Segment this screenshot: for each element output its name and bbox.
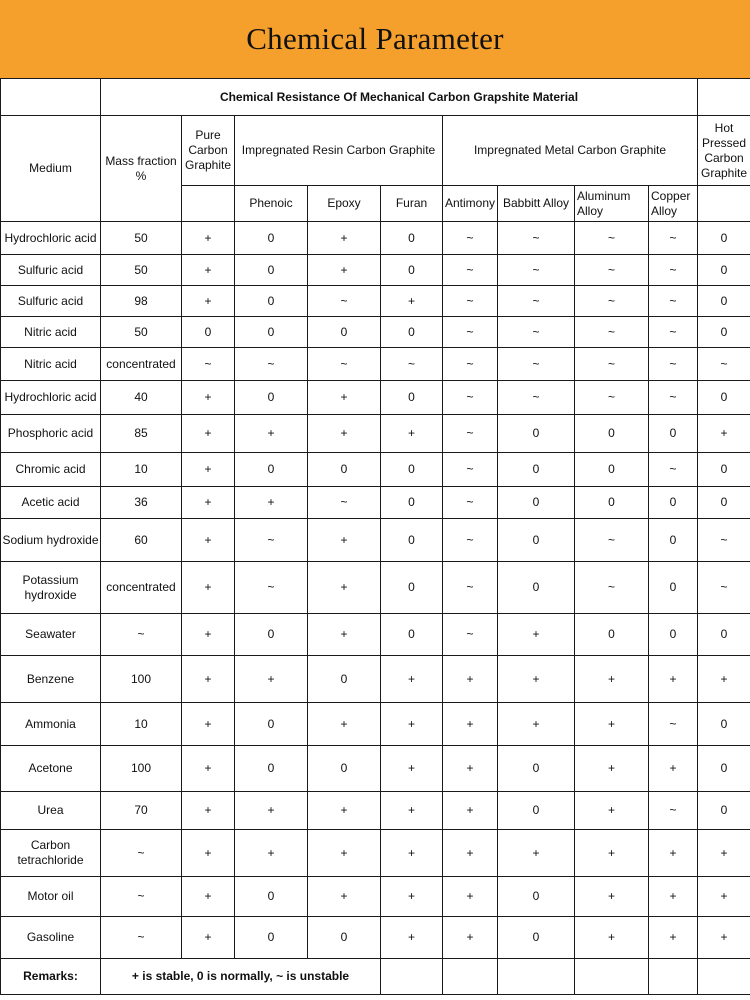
remarks-empty-cell — [575, 959, 649, 995]
resistance-cell: ~ — [575, 222, 649, 255]
resistance-cell: 0 — [498, 877, 575, 917]
medium-cell: Urea — [1, 792, 101, 830]
resistance-cell: ~ — [575, 286, 649, 317]
resistance-cell: + — [381, 917, 443, 959]
header-mass-fraction: Mass fraction % — [101, 116, 182, 222]
medium-cell: Nitric acid — [1, 348, 101, 381]
resistance-cell: ~ — [443, 222, 498, 255]
resistance-cell: + — [182, 746, 235, 792]
resistance-cell: + — [182, 830, 235, 877]
resistance-cell: 0 — [235, 255, 308, 286]
resistance-cell: 0 — [381, 519, 443, 562]
resistance-cell: 0 — [649, 562, 698, 614]
resistance-cell: ~ — [308, 348, 381, 381]
resistance-cell: 0 — [575, 415, 649, 453]
resistance-cell: ~ — [182, 348, 235, 381]
table-row — [1, 255, 750, 286]
resistance-cell: 0 — [235, 222, 308, 255]
resistance-cell: ~ — [575, 317, 649, 348]
resistance-cell: ~ — [698, 348, 750, 381]
resistance-cell: + — [235, 487, 308, 519]
resistance-cell: + — [182, 222, 235, 255]
table-row — [1, 792, 750, 830]
mass-fraction-cell: 60 — [101, 519, 182, 562]
resistance-cell: ~ — [308, 487, 381, 519]
table-row — [1, 562, 750, 614]
resistance-cell: 0 — [698, 614, 750, 656]
resistance-cell: + — [698, 917, 750, 959]
resistance-cell: + — [698, 877, 750, 917]
resistance-cell: ~ — [649, 703, 698, 746]
resistance-cell: 0 — [575, 487, 649, 519]
mass-fraction-cell: 85 — [101, 415, 182, 453]
resistance-cell: + — [308, 562, 381, 614]
table-row — [1, 286, 750, 317]
resistance-cell: 0 — [649, 614, 698, 656]
mass-fraction-cell: concentrated — [101, 348, 182, 381]
resistance-cell: + — [235, 415, 308, 453]
resistance-cell: + — [182, 877, 235, 917]
medium-cell: Acetic acid — [1, 487, 101, 519]
medium-cell: Ammonia — [1, 703, 101, 746]
resistance-cell: 0 — [235, 614, 308, 656]
resistance-cell: + — [698, 415, 750, 453]
resistance-cell: + — [235, 656, 308, 703]
resistance-cell: + — [182, 487, 235, 519]
remarks-empty-cell — [443, 959, 498, 995]
resistance-cell: 0 — [698, 286, 750, 317]
caption-spacer-right — [698, 79, 750, 116]
resistance-cell: + — [575, 917, 649, 959]
resistance-cell: + — [308, 415, 381, 453]
medium-cell: Potassium hydroxide — [1, 562, 101, 614]
resistance-cell: 0 — [698, 792, 750, 830]
remarks-row — [1, 959, 750, 995]
resistance-cell: 0 — [649, 519, 698, 562]
resistance-cell: ~ — [443, 348, 498, 381]
resistance-cell: 0 — [698, 746, 750, 792]
header-antimony: Antimony — [443, 186, 498, 222]
resistance-cell: + — [575, 703, 649, 746]
medium-cell: Hydrochloric acid — [1, 381, 101, 415]
table-row — [1, 487, 750, 519]
resistance-cell: ~ — [649, 286, 698, 317]
header-epoxy: Epoxy — [308, 186, 381, 222]
remarks-empty-cell — [381, 959, 443, 995]
resistance-cell: 0 — [381, 317, 443, 348]
medium-cell: Sulfuric acid — [1, 255, 101, 286]
resistance-cell: + — [575, 830, 649, 877]
resistance-cell: 0 — [698, 222, 750, 255]
resistance-cell: + — [308, 614, 381, 656]
mass-fraction-cell: 100 — [101, 656, 182, 703]
resistance-cell: ~ — [443, 453, 498, 487]
resistance-cell: ~ — [575, 255, 649, 286]
resistance-cell: 0 — [235, 917, 308, 959]
resistance-cell: 0 — [575, 614, 649, 656]
resistance-cell: 0 — [498, 562, 575, 614]
medium-cell: Carbon tetrachloride — [1, 830, 101, 877]
resistance-cell: + — [443, 656, 498, 703]
resistance-cell: 0 — [381, 487, 443, 519]
mass-fraction-cell: ~ — [101, 877, 182, 917]
medium-cell: Sulfuric acid — [1, 286, 101, 317]
medium-cell: Motor oil — [1, 877, 101, 917]
resistance-cell: + — [308, 255, 381, 286]
resistance-cell: 0 — [498, 917, 575, 959]
resistance-cell: ~ — [649, 255, 698, 286]
resistance-cell: 0 — [235, 317, 308, 348]
resistance-cell: + — [182, 519, 235, 562]
header-babbitt-alloy: Babbitt Alloy — [498, 186, 575, 222]
table-row — [1, 222, 750, 255]
resistance-cell: 0 — [498, 792, 575, 830]
resistance-cell: 0 — [649, 415, 698, 453]
mass-fraction-cell: 50 — [101, 255, 182, 286]
medium-cell: Nitric acid — [1, 317, 101, 348]
resistance-cell: + — [443, 792, 498, 830]
table-row — [1, 746, 750, 792]
resistance-cell: + — [182, 614, 235, 656]
header-aluminum-alloy: Aluminum Alloy — [575, 186, 649, 222]
mass-fraction-cell: 98 — [101, 286, 182, 317]
resistance-cell: ~ — [649, 317, 698, 348]
resistance-cell: ~ — [443, 317, 498, 348]
resistance-cell: 0 — [498, 453, 575, 487]
resistance-cell: ~ — [649, 453, 698, 487]
remarks-empty-cell — [649, 959, 698, 995]
header-impregnated-metal: Impregnated Metal Carbon Graphite — [443, 116, 698, 186]
resistance-cell: + — [182, 453, 235, 487]
resistance-cell: 0 — [698, 703, 750, 746]
resistance-cell: + — [649, 746, 698, 792]
resistance-cell: ~ — [575, 348, 649, 381]
resistance-cell: + — [575, 792, 649, 830]
resistance-cell: 0 — [498, 415, 575, 453]
resistance-cell: + — [381, 792, 443, 830]
resistance-cell: ~ — [498, 255, 575, 286]
resistance-cell: 0 — [308, 453, 381, 487]
resistance-cell: ~ — [649, 381, 698, 415]
table-row — [1, 614, 750, 656]
resistance-cell: 0 — [308, 746, 381, 792]
resistance-cell: ~ — [698, 519, 750, 562]
resistance-cell: + — [498, 830, 575, 877]
mass-fraction-cell: 50 — [101, 317, 182, 348]
resistance-cell: ~ — [443, 487, 498, 519]
table-row — [1, 348, 750, 381]
resistance-cell: + — [698, 656, 750, 703]
resistance-cell: + — [498, 703, 575, 746]
resistance-cell: + — [308, 222, 381, 255]
resistance-cell: + — [308, 792, 381, 830]
resistance-cell: ~ — [235, 562, 308, 614]
medium-cell: Seawater — [1, 614, 101, 656]
resistance-cell: 0 — [498, 746, 575, 792]
resistance-cell: ~ — [649, 792, 698, 830]
resistance-cell: 0 — [381, 381, 443, 415]
resistance-cell: + — [649, 917, 698, 959]
header-furan: Furan — [381, 186, 443, 222]
remarks-label: Remarks: — [1, 959, 101, 995]
resistance-cell: ~ — [443, 562, 498, 614]
page-title: Chemical Parameter — [246, 21, 504, 56]
resistance-cell: 0 — [235, 703, 308, 746]
table-row — [1, 381, 750, 415]
resistance-cell: + — [182, 562, 235, 614]
resistance-cell: + — [498, 614, 575, 656]
resistance-cell: ~ — [698, 562, 750, 614]
resistance-cell: 0 — [235, 453, 308, 487]
resistance-cell: 0 — [235, 877, 308, 917]
resistance-cell: + — [182, 917, 235, 959]
resistance-cell: ~ — [498, 381, 575, 415]
resistance-cell: + — [308, 519, 381, 562]
mass-fraction-cell: 10 — [101, 453, 182, 487]
resistance-cell: + — [308, 830, 381, 877]
table-row — [1, 830, 750, 877]
header-row-1 — [1, 116, 750, 186]
medium-cell: Hydrochloric acid — [1, 222, 101, 255]
header-medium: Medium — [1, 116, 101, 222]
resistance-cell: 0 — [235, 381, 308, 415]
header-phenoic: Phenoic — [235, 186, 308, 222]
resistance-cell: 0 — [698, 317, 750, 348]
resistance-cell: ~ — [443, 255, 498, 286]
resistance-cell: 0 — [381, 562, 443, 614]
mass-fraction-cell: 100 — [101, 746, 182, 792]
resistance-cell: ~ — [498, 348, 575, 381]
mass-fraction-cell: 50 — [101, 222, 182, 255]
header-hot-sub-empty — [698, 186, 750, 222]
resistance-cell: + — [381, 703, 443, 746]
remarks-empty-cell — [698, 959, 750, 995]
resistance-cell: ~ — [498, 317, 575, 348]
resistance-cell: + — [182, 415, 235, 453]
resistance-cell: 0 — [235, 746, 308, 792]
resistance-cell: + — [649, 877, 698, 917]
resistance-cell: 0 — [381, 614, 443, 656]
mass-fraction-cell: ~ — [101, 614, 182, 656]
resistance-cell: 0 — [698, 487, 750, 519]
resistance-cell: ~ — [649, 222, 698, 255]
medium-cell: Chromic acid — [1, 453, 101, 487]
resistance-cell: + — [308, 381, 381, 415]
header-pure-sub-empty — [182, 186, 235, 222]
resistance-cell: ~ — [575, 381, 649, 415]
resistance-cell: + — [575, 877, 649, 917]
mass-fraction-cell: ~ — [101, 830, 182, 877]
resistance-cell: 0 — [498, 487, 575, 519]
resistance-cell: + — [575, 746, 649, 792]
mass-fraction-cell: 36 — [101, 487, 182, 519]
resistance-cell: 0 — [381, 453, 443, 487]
resistance-cell: + — [443, 877, 498, 917]
resistance-cell: 0 — [235, 286, 308, 317]
medium-cell: Acetone — [1, 746, 101, 792]
header-hot-pressed: Hot Pressed Carbon Graphite — [698, 116, 750, 186]
resistance-cell: + — [182, 792, 235, 830]
mass-fraction-cell: 70 — [101, 792, 182, 830]
resistance-cell: 0 — [308, 317, 381, 348]
resistance-cell: 0 — [381, 255, 443, 286]
mass-fraction-cell: concentrated — [101, 562, 182, 614]
resistance-cell: + — [381, 746, 443, 792]
resistance-cell: + — [443, 746, 498, 792]
resistance-cell: + — [182, 381, 235, 415]
resistance-cell: 0 — [308, 917, 381, 959]
resistance-cell: + — [182, 656, 235, 703]
resistance-cell: ~ — [443, 381, 498, 415]
resistance-cell: + — [308, 703, 381, 746]
medium-cell: Benzene — [1, 656, 101, 703]
resistance-cell: + — [443, 830, 498, 877]
mass-fraction-cell: ~ — [101, 917, 182, 959]
table-row — [1, 656, 750, 703]
resistance-cell: ~ — [308, 286, 381, 317]
table-row — [1, 877, 750, 917]
mass-fraction-cell: 40 — [101, 381, 182, 415]
table-row — [1, 415, 750, 453]
resistance-cell: 0 — [575, 453, 649, 487]
resistance-cell: + — [381, 286, 443, 317]
resistance-cell: + — [381, 656, 443, 703]
caption-row — [1, 79, 750, 116]
medium-cell: Gasoline — [1, 917, 101, 959]
resistance-cell: ~ — [498, 222, 575, 255]
medium-cell: Phosphoric acid — [1, 415, 101, 453]
resistance-cell: 0 — [381, 222, 443, 255]
table-row — [1, 917, 750, 959]
resistance-cell: ~ — [443, 614, 498, 656]
resistance-cell: + — [498, 656, 575, 703]
table-row — [1, 703, 750, 746]
resistance-cell: + — [698, 830, 750, 877]
resistance-cell: + — [575, 656, 649, 703]
table-row — [1, 453, 750, 487]
resistance-cell: ~ — [443, 519, 498, 562]
resistance-cell: 0 — [698, 381, 750, 415]
resistance-cell: + — [182, 703, 235, 746]
table-row — [1, 519, 750, 562]
resistance-cell: + — [182, 286, 235, 317]
resistance-cell: + — [235, 792, 308, 830]
resistance-cell: + — [381, 830, 443, 877]
resistance-cell: ~ — [575, 519, 649, 562]
header-impregnated-resin: Impregnated Resin Carbon Graphite — [235, 116, 443, 186]
resistance-cell: + — [308, 877, 381, 917]
remarks-text: + is stable, 0 is normally, ~ is unstable — [101, 959, 381, 995]
resistance-cell: ~ — [381, 348, 443, 381]
page-banner — [0, 0, 750, 78]
table-caption: Chemical Resistance Of Mechanical Carbon Grapshite Material — [101, 79, 698, 116]
resistance-cell: ~ — [498, 286, 575, 317]
chemical-resistance-table — [0, 78, 750, 995]
resistance-cell: + — [649, 830, 698, 877]
header-pure-carbon-graphite: Pure Carbon Graphite — [182, 116, 235, 186]
resistance-cell: + — [443, 917, 498, 959]
resistance-cell: + — [649, 656, 698, 703]
resistance-cell: ~ — [649, 348, 698, 381]
remarks-empty-cell — [498, 959, 575, 995]
resistance-cell: 0 — [308, 656, 381, 703]
medium-cell: Sodium hydroxide — [1, 519, 101, 562]
resistance-cell: ~ — [235, 519, 308, 562]
resistance-cell: 0 — [498, 519, 575, 562]
table-row — [1, 317, 750, 348]
resistance-cell: 0 — [698, 453, 750, 487]
mass-fraction-cell: 10 — [101, 703, 182, 746]
resistance-cell: 0 — [698, 255, 750, 286]
resistance-cell: ~ — [575, 562, 649, 614]
header-copper-alloy: Copper Alloy — [649, 186, 698, 222]
resistance-cell: ~ — [443, 415, 498, 453]
resistance-cell: + — [443, 703, 498, 746]
caption-spacer — [1, 79, 101, 116]
resistance-cell: + — [381, 415, 443, 453]
resistance-cell: + — [381, 877, 443, 917]
resistance-cell: + — [235, 830, 308, 877]
resistance-cell: 0 — [182, 317, 235, 348]
resistance-cell: 0 — [649, 487, 698, 519]
resistance-cell: ~ — [443, 286, 498, 317]
resistance-cell: ~ — [235, 348, 308, 381]
resistance-cell: + — [182, 255, 235, 286]
